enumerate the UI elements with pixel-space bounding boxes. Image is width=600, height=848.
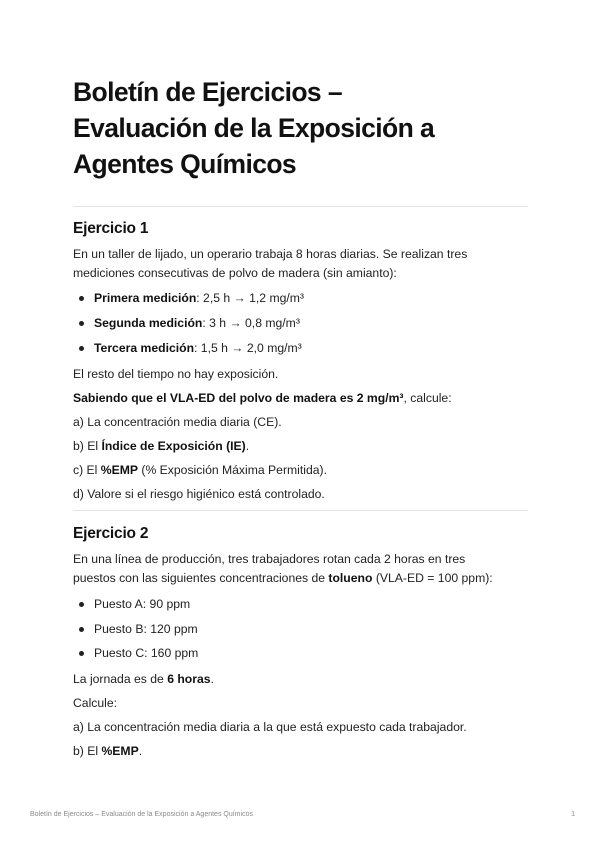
bullet-icon [79,627,84,632]
question-suffix: . [138,744,143,758]
bullet-icon [79,321,84,326]
exercise-1-question-a: a) La concentración media diaria (CE). [73,415,282,429]
given-bold: Sabiendo que el VLA-ED del polvo de madera es 2 mg/m³ [73,391,404,405]
intro-prefix: puestos con las siguientes concentraciones de [73,571,329,585]
measurement-label: Primera medición [94,291,197,305]
exercise-2-question-b [73,742,142,761]
measurement-label: Segunda medición [94,316,203,330]
exercise-1-question-c [73,461,327,480]
exercise-1-intro-line-2: mediciones consecutivas de polvo de madera (sin amianto): [73,266,397,280]
bullet-icon [79,346,84,351]
bullet-icon [79,602,84,607]
exercise-1-heading: Ejercicio 1 [73,220,149,237]
footer-text: Boletín de Ejercicios – Evaluación de la Exposición a Agentes Químicos [30,811,253,818]
question-suffix: . [245,439,250,453]
exercise-1-intro-line-1: En un taller de lijado, un operario trabaja 8 horas diarias. Se realizan tres [73,247,468,261]
divider [73,206,528,207]
page-footer [30,811,575,818]
exercise-2-heading: Ejercicio 2 [73,525,149,542]
jornada-prefix: La jornada es de [73,672,168,686]
exercise-1-rest: El resto del tiempo no hay exposición. [73,367,279,381]
intro-suffix: (VLA-ED = 100 ppm): [372,571,493,585]
question-bold: Índice de Exposición (IE) [101,439,246,453]
question-prefix: b) El [73,439,102,453]
title-line-2: Evaluación de la Exposición a [73,113,435,143]
jornada-suffix: . [210,672,214,686]
exercise-2-calcule: Calcule: [73,696,118,710]
page-number: 1 [571,811,575,818]
measurement-value: : 1,5 h → 2,0 mg/m³ [194,341,302,355]
given-tail: , calcule: [403,391,452,405]
question-bold: %EMP [100,463,139,477]
measurement-value: : 2,5 h → 1,2 mg/m³ [196,291,304,305]
station-value: Puesto A: 90 ppm [94,597,191,611]
exercise-1-question-b [73,437,249,456]
measurement-label: Tercera medición [94,341,195,355]
question-prefix: b) El [73,744,102,758]
exercise-2-intro-line-2 [73,569,493,588]
station-value: Puesto B: 120 ppm [94,622,198,636]
exercise-1-given [73,389,452,408]
title-line-1: Boletín de Ejercicios – [73,77,342,107]
exercise-2-jornada [73,670,214,689]
question-prefix: c) El [73,463,101,477]
bullet-icon [79,296,84,301]
exercise-2-question-a: a) La concentración media diaria a la que está expuesto cada trabajador. [73,720,467,734]
measurement-value: : 3 h → 0,8 mg/m³ [202,316,300,330]
exercise-2-intro-line-1: En una línea de producción, tres trabajadores rotan cada 2 horas en tres [73,552,466,566]
bullet-icon [79,651,84,656]
question-suffix: (% Exposición Máxima Permitida). [138,463,327,477]
station-value: Puesto C: 160 ppm [94,646,199,660]
exercise-1-question-d: d) Valore si el riesgo higiénico está controlado. [73,487,325,501]
title-line-3: Agentes Químicos [73,149,297,179]
question-bold: %EMP [101,744,139,758]
document-title [73,74,543,182]
divider [73,510,528,511]
jornada-bold: 6 horas [167,672,211,686]
intro-bold: tolueno [328,571,373,585]
